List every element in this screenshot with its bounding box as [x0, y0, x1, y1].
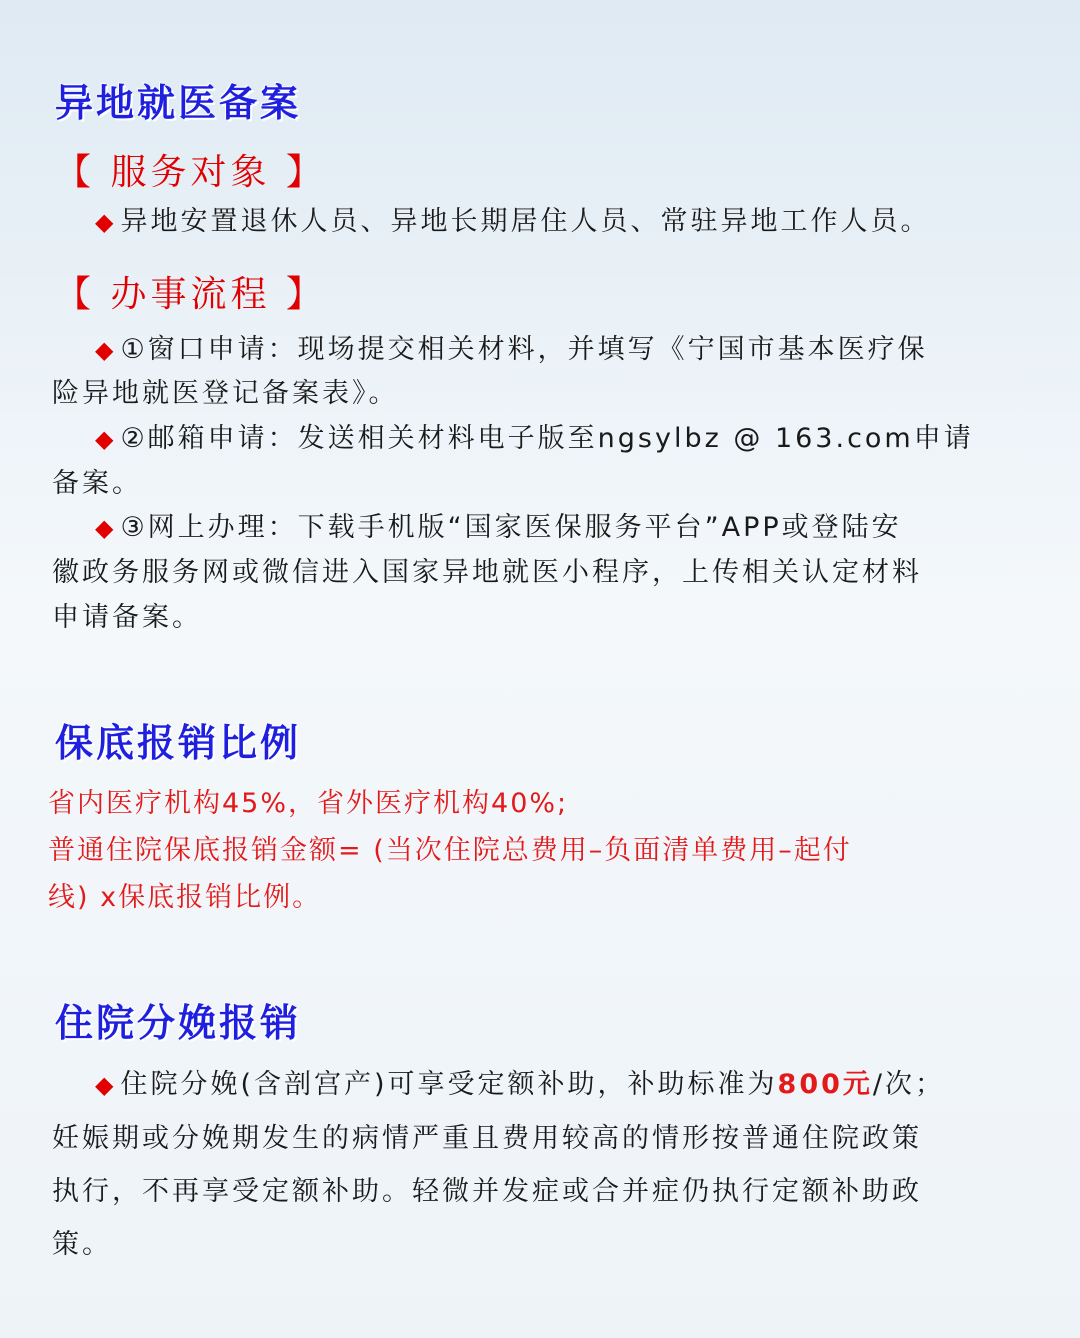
step3-line1 [95, 514, 902, 541]
service-target-text: 异地安置退休人员、异地长期居住人员、常驻异地工作人员。 [120, 206, 931, 237]
diamond-bullet-icon: ◆ [95, 208, 117, 236]
childbirth-line1 [95, 1071, 945, 1098]
diamond-bullet-icon: ◆ [95, 514, 117, 542]
heading-process: 【 办事流程 】 [55, 274, 326, 315]
step3-line2: 徽政务服务网或微信进入国家异地就医小程序，上传相关认定材料 [52, 557, 922, 588]
diamond-bullet-icon: ◆ [95, 336, 117, 364]
childbirth-line3: 执行，不再享受定额补助。轻微并发症或合并症仍执行定额补助政 [52, 1176, 922, 1207]
section-title-remote-registration: 异地就医备案 [55, 81, 302, 125]
childbirth-line2: 妊娠期或分娩期发生的病情严重且费用较高的情形按普通住院政策 [52, 1123, 922, 1154]
reimbursement-formula-line2: 线) x保底报销比例。 [48, 882, 322, 913]
service-target-item [95, 208, 930, 235]
childbirth-line4: 策。 [52, 1229, 112, 1260]
step1-line1 [95, 336, 928, 363]
step1-text: ①窗口申请：现场提交相关材料，并填写《宁国市基本医疗保 [120, 334, 928, 365]
diamond-bullet-icon: ◆ [95, 1071, 117, 1099]
step1-line2: 险异地就医登记备案表》。 [52, 378, 399, 409]
section-title-min-reimbursement: 保底报销比例 [55, 721, 302, 765]
childbirth-text-post: /次； [872, 1069, 946, 1100]
childbirth-text-pre: 住院分娩(含剖宫产)可享受定额补助，补助标准为 [120, 1069, 778, 1100]
step2-text: ②邮箱申请：发送相关材料电子版至ngsylbz @ 163.com申请 [120, 423, 974, 454]
reimbursement-formula-line1: 普通住院保底报销金额= (当次住院总费用–负面清单费用–起付 [48, 835, 852, 866]
step2-line1 [95, 425, 974, 452]
heading-service-target: 【 服务对象 】 [55, 152, 326, 193]
reimbursement-rates: 省内医疗机构45%，省外医疗机构40%; [48, 788, 569, 819]
step3-line3: 申请备案。 [52, 602, 202, 633]
diamond-bullet-icon: ◆ [95, 425, 117, 453]
step2-line2: 备案。 [52, 468, 142, 499]
section-title-childbirth: 住院分娩报销 [55, 1001, 302, 1045]
subsidy-amount: 800元 [777, 1069, 873, 1100]
step3-text: ③网上办理：下载手机版“国家医保服务平台”APP或登陆安 [120, 512, 902, 543]
